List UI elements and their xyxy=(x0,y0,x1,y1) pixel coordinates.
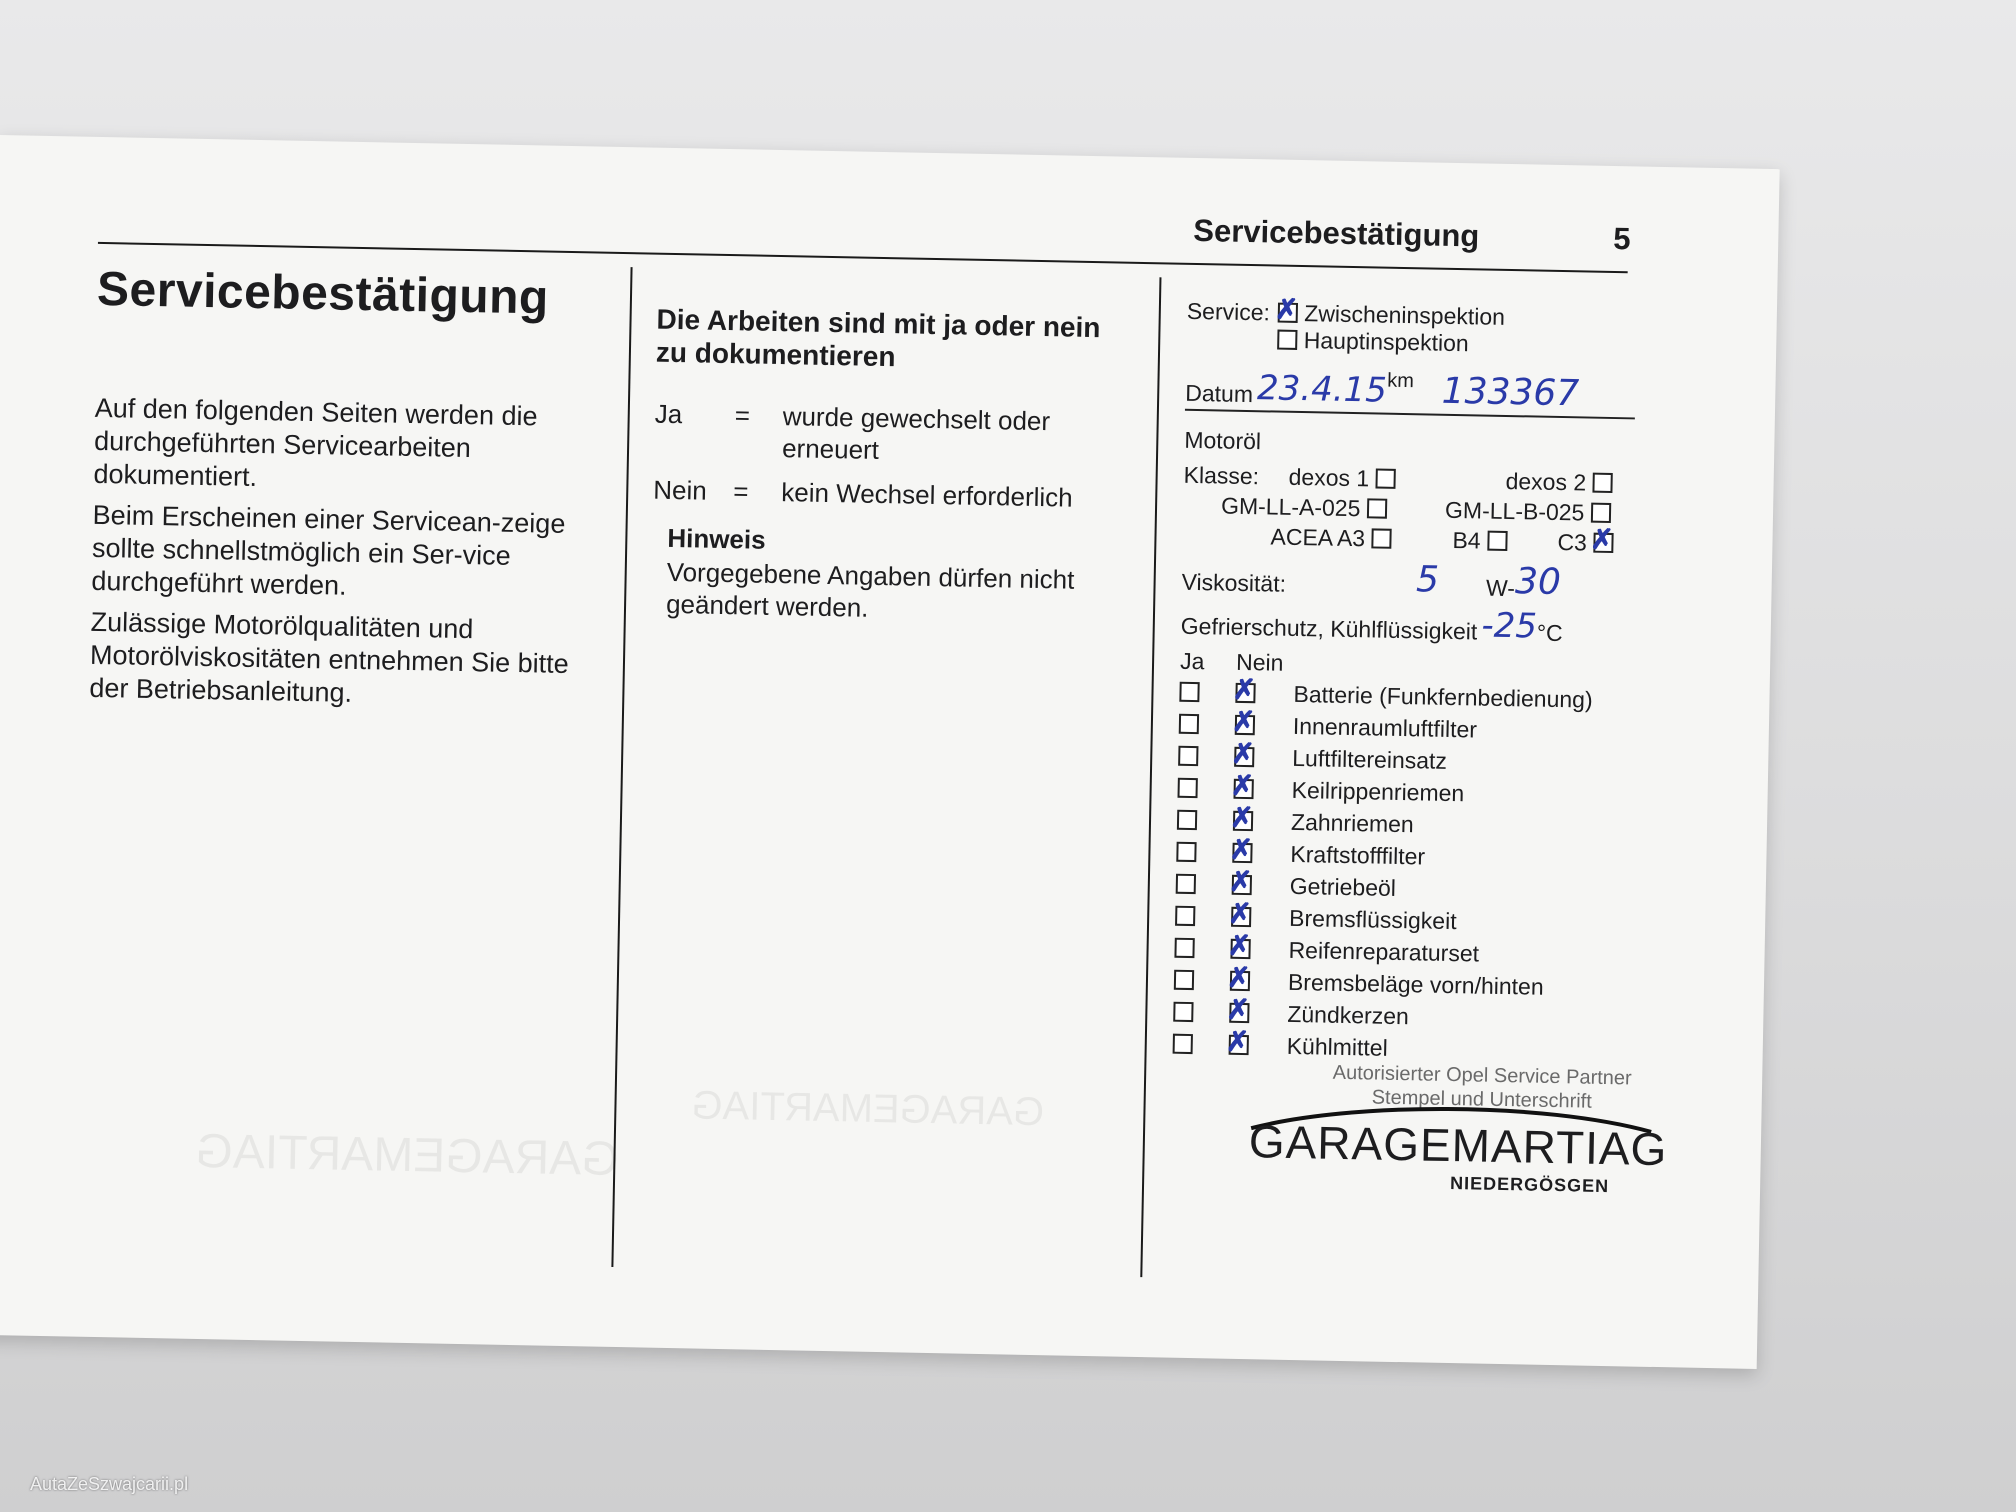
nein-cell xyxy=(1230,967,1289,995)
checklist-item-label: Keilrippenriemen xyxy=(1291,776,1465,806)
checklist-item-label: Getriebeöl xyxy=(1289,872,1397,901)
intro-paragraph-2: Beim Erscheinen einer Servicean-zeige sollte schnellstmöglich ein Ser-vice durchgeführt werden. xyxy=(91,499,566,601)
nein-checkbox-checked[interactable] xyxy=(1235,682,1255,702)
oil-acea-a3[interactable] xyxy=(1270,523,1392,552)
nein-cell xyxy=(1235,711,1294,739)
viskositaet-label: Viskosität: xyxy=(1181,568,1287,597)
ja-checkbox[interactable] xyxy=(1178,745,1198,765)
show-through-stamp: GARAGEMARTIAG xyxy=(691,1083,1045,1135)
ja-checkbox[interactable] xyxy=(1173,1033,1193,1053)
ja-cell xyxy=(1173,998,1230,1026)
intro-paragraph-1: Auf den folgenden Seiten werden die durchgeführten Servicearbeiten dokumentiert. xyxy=(93,392,538,492)
oil-label: C3 xyxy=(1557,528,1588,556)
checkbox-checked[interactable] xyxy=(1593,533,1613,553)
ja-cell xyxy=(1174,966,1231,994)
service-label: Service: xyxy=(1186,297,1271,326)
nein-cell xyxy=(1231,903,1290,931)
nein-checkbox-checked[interactable] xyxy=(1232,842,1252,862)
nein-checkbox-checked[interactable] xyxy=(1230,970,1250,990)
option-label: Zwischeninspektion xyxy=(1304,300,1506,330)
ja-checkbox[interactable] xyxy=(1176,873,1196,893)
column-divider-2 xyxy=(1140,277,1161,1277)
checklist-item-label: Bremsbeläge vorn/hinten xyxy=(1287,968,1544,1000)
motoroel-label: Motoröl xyxy=(1184,426,1262,455)
nein-cell xyxy=(1234,743,1293,771)
stamp-place: NIEDERGÖSGEN xyxy=(1449,1173,1610,1197)
column-divider-1 xyxy=(611,267,632,1267)
definition-nein xyxy=(653,474,1124,515)
service-type-row xyxy=(1186,298,1667,361)
nein-checkbox-checked[interactable] xyxy=(1233,810,1253,830)
ja-checkbox[interactable] xyxy=(1173,1001,1193,1021)
checkbox[interactable] xyxy=(1277,330,1297,350)
km-label: km xyxy=(1387,369,1415,393)
nein-cell xyxy=(1235,679,1294,707)
nein-checkbox-checked[interactable] xyxy=(1232,874,1252,894)
ja-checkbox[interactable] xyxy=(1175,905,1195,925)
nein-header: Nein xyxy=(1235,648,1284,676)
nein-cell xyxy=(1230,935,1289,963)
stamp-caption-line-1: Autorisierter Opel Service Partner xyxy=(1332,1061,1632,1090)
nein-cell xyxy=(1229,1031,1288,1059)
nein-cell xyxy=(1232,839,1291,867)
definition-desc: kein Wechsel erforderlich xyxy=(781,477,1073,513)
viskositaet-row xyxy=(1181,559,1662,605)
oil-b4[interactable] xyxy=(1452,527,1507,555)
nein-cell xyxy=(1229,999,1288,1027)
gefrierschutz-value[interactable]: -25 xyxy=(1481,605,1538,647)
datum-label: Datum xyxy=(1185,379,1254,408)
ja-cell xyxy=(1176,838,1233,866)
checklist-item-label: Bremsflüssigkeit xyxy=(1288,904,1457,934)
gefrierschutz-label: Gefrierschutz, Kühlflüssigkeit xyxy=(1180,612,1478,645)
checkbox[interactable] xyxy=(1591,503,1611,523)
oil-label: GM-LL-B-025 xyxy=(1444,496,1585,526)
checklist-item-label: Kühlmittel xyxy=(1286,1032,1388,1061)
klasse-label: Klasse: xyxy=(1183,461,1260,490)
checklist-item-label: Zündkerzen xyxy=(1287,1000,1410,1029)
checkbox-checked[interactable] xyxy=(1278,303,1298,323)
nein-cell xyxy=(1232,871,1291,899)
documentation-heading: Die Arbeiten sind mit ja oder nein zu dokumentieren xyxy=(655,303,1101,373)
service-booklet-page xyxy=(0,135,1780,1369)
checkbox[interactable] xyxy=(1371,528,1391,548)
service-checklist xyxy=(1172,676,1659,1069)
km-value[interactable]: 133367 xyxy=(1441,370,1580,415)
option-hauptinspektion[interactable] xyxy=(1277,327,1505,358)
oil-label: ACEA A3 xyxy=(1270,523,1366,552)
gefrierschutz-row xyxy=(1181,606,1662,649)
oil-label: B4 xyxy=(1452,526,1481,554)
ja-cell xyxy=(1176,870,1233,898)
main-title: Servicebestätigung xyxy=(96,262,550,325)
ja-header: Ja xyxy=(1179,647,1205,675)
ja-cell xyxy=(1175,902,1232,930)
viskositaet-value-1[interactable]: 5 xyxy=(1415,559,1440,601)
note-text: Vorgegebene Angaben dürfen nicht geändert werden. xyxy=(665,556,1075,623)
nein-cell xyxy=(1233,807,1292,835)
oil-label: dexos 2 xyxy=(1505,467,1587,496)
checkbox[interactable] xyxy=(1375,468,1395,488)
checklist-item-label: Kraftstofffilter xyxy=(1290,840,1426,869)
stamp-logo: GARAGEMARTIAG xyxy=(1248,1115,1668,1176)
oil-label: GM-LL-A-025 xyxy=(1220,492,1361,522)
ja-cell xyxy=(1179,678,1236,706)
note-title: Hinweis xyxy=(667,522,766,555)
nein-checkbox-checked[interactable] xyxy=(1231,906,1251,926)
ja-checkbox[interactable] xyxy=(1179,713,1199,733)
watermark: AutaZeSzwajcarii.pl xyxy=(30,1474,189,1494)
checkbox[interactable] xyxy=(1487,531,1507,551)
oil-class-grid xyxy=(1182,462,1664,561)
header-title: Servicebestätigung xyxy=(1193,212,1480,254)
ja-checkbox[interactable] xyxy=(1179,681,1199,701)
checkbox[interactable] xyxy=(1592,473,1612,493)
service-form xyxy=(1172,298,1667,1069)
nein-checkbox-checked[interactable] xyxy=(1233,778,1253,798)
ja-checkbox[interactable] xyxy=(1177,809,1197,829)
ja-checkbox[interactable] xyxy=(1174,937,1194,957)
nein-checkbox-checked[interactable] xyxy=(1230,938,1250,958)
viskositaet-w: W- xyxy=(1485,574,1516,602)
oil-c3[interactable] xyxy=(1557,529,1613,557)
checkbox[interactable] xyxy=(1367,498,1387,518)
oil-dexos2[interactable] xyxy=(1505,468,1612,497)
page-number: 5 xyxy=(1612,220,1631,257)
ja-cell xyxy=(1177,774,1234,802)
intro-paragraph-3: Zulässige Motorölqualitäten und Motorölviskositäten entnehmen Sie bitte der Betriebsanleitung. xyxy=(89,606,570,708)
nein-cell xyxy=(1233,775,1292,803)
nein-checkbox-checked[interactable] xyxy=(1229,1034,1249,1054)
show-through-stamp: GARAGEMARTIAG xyxy=(195,1124,620,1187)
nein-checkbox-checked[interactable] xyxy=(1235,714,1255,734)
datum-km-row xyxy=(1185,366,1636,420)
option-label: Hauptinspektion xyxy=(1303,327,1469,357)
checklist-item-label: Innenraumluftfilter xyxy=(1292,712,1478,742)
intro-text xyxy=(89,392,605,723)
datum-value[interactable]: 23.4.15 xyxy=(1256,368,1388,411)
ja-checkbox[interactable] xyxy=(1178,777,1198,797)
service-options xyxy=(1277,300,1505,358)
definition-term: Nein xyxy=(653,474,708,506)
definition-ja xyxy=(654,398,1125,471)
checklist-item-label: Reifenreparaturset xyxy=(1288,936,1480,967)
oil-dexos1[interactable] xyxy=(1288,464,1395,493)
definition-term: Ja xyxy=(654,398,683,430)
oil-label: dexos 1 xyxy=(1288,463,1370,492)
ja-cell xyxy=(1178,742,1235,770)
ja-cell xyxy=(1173,1030,1230,1058)
checklist-item-label: Zahnriemen xyxy=(1290,808,1415,837)
oil-gm-ll-b-025[interactable] xyxy=(1445,497,1611,527)
ja-checkbox[interactable] xyxy=(1176,841,1196,861)
ja-checkbox[interactable] xyxy=(1174,969,1194,989)
stamp-caption-line-2: Stempel und Unterschrift xyxy=(1371,1086,1592,1113)
nein-checkbox-checked[interactable] xyxy=(1234,746,1254,766)
ja-cell xyxy=(1177,806,1234,834)
definition-equals: = xyxy=(734,400,751,431)
ja-cell xyxy=(1174,934,1231,962)
definition-equals: = xyxy=(733,476,749,507)
nein-checkbox-checked[interactable] xyxy=(1229,1002,1249,1022)
ja-cell xyxy=(1179,710,1236,738)
viskositaet-value-2[interactable]: 30 xyxy=(1514,561,1562,604)
checklist-item-label: Batterie (Funkfernbedienung) xyxy=(1293,680,1593,713)
gefrierschutz-unit: °C xyxy=(1536,619,1563,647)
definition-list xyxy=(653,398,1125,515)
oil-gm-ll-a-025[interactable] xyxy=(1221,493,1387,523)
checklist-item-label: Luftfiltereinsatz xyxy=(1292,744,1448,774)
definition-desc: wurde gewechselt oder erneuert xyxy=(781,401,1051,465)
